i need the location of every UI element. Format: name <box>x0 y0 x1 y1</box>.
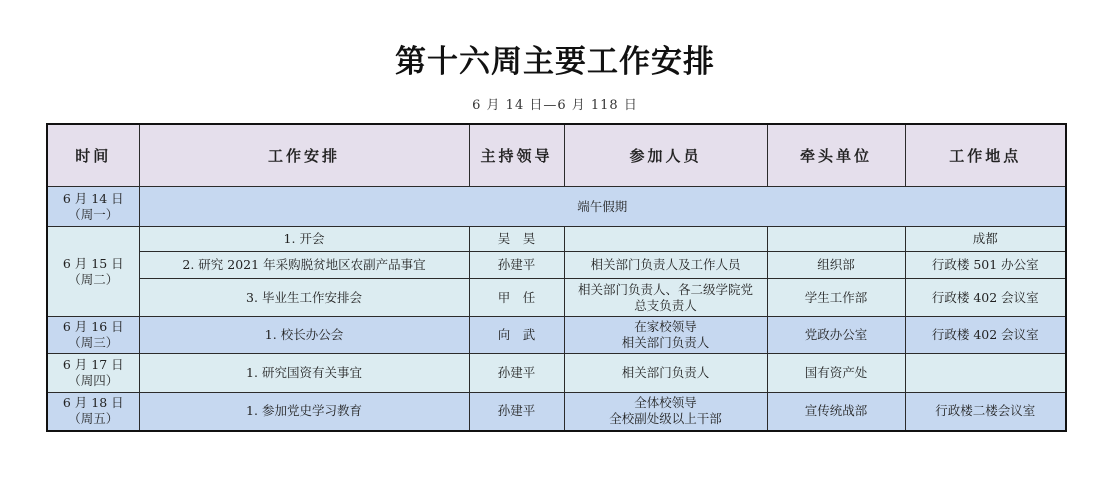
leader-cell: 孙建平 <box>469 252 564 279</box>
schedule-table <box>46 123 1067 432</box>
location-cell: 行政楼 501 办公室 <box>905 252 1066 279</box>
location-cell: 成都 <box>905 227 1066 252</box>
unit-cell: 宣传统战部 <box>767 393 905 431</box>
header-attendees: 参加人员 <box>564 124 767 187</box>
weekday-label: （周三） <box>68 335 119 350</box>
leader-cell: 甲 任 <box>469 279 564 317</box>
weekday-label: （周二） <box>68 271 119 287</box>
unit-cell: 组织部 <box>767 252 905 279</box>
date-cell <box>47 187 139 227</box>
attendees-cell <box>564 227 767 252</box>
unit-cell <box>767 227 905 252</box>
date-cell <box>47 393 139 431</box>
date-label: 6 月 17 日 <box>62 357 124 372</box>
attendees-line: 在家校领导 <box>634 319 697 334</box>
date-range: 6 月 14 日—6 月 118 日 <box>472 98 638 113</box>
date-cell <box>47 317 139 354</box>
date-cell <box>47 227 139 317</box>
location-cell: 行政楼 402 会议室 <box>905 317 1066 354</box>
attendees-cell <box>564 317 767 354</box>
attendees-cell <box>564 279 767 317</box>
table-row <box>47 354 1066 393</box>
weekday-label: （周一） <box>68 206 119 222</box>
header-location: 工作地点 <box>905 124 1066 187</box>
header-work: 工作安排 <box>139 124 469 187</box>
date-label: 6 月 18 日 <box>62 395 124 411</box>
attendees-line: 相关部门负责人 <box>621 335 710 350</box>
leader-cell: 吴 昊 <box>469 227 564 252</box>
date-cell <box>47 354 139 393</box>
unit-cell: 学生工作部 <box>767 279 905 317</box>
task-cell: 1. 开会 <box>139 227 469 252</box>
table-row <box>47 227 1066 252</box>
unit-cell: 党政办公室 <box>767 317 905 354</box>
leader-cell: 孙建平 <box>469 393 564 431</box>
attendees-line: 总支负责人 <box>634 297 697 313</box>
date-label: 6 月 15 日 <box>62 255 124 271</box>
location-cell: 行政楼二楼会议室 <box>905 393 1066 431</box>
attendees-cell <box>564 354 767 393</box>
header-unit: 牵头单位 <box>767 124 905 187</box>
location-cell <box>905 354 1066 393</box>
table-row <box>47 393 1066 431</box>
attendees-line: 全体校领导 <box>634 395 697 411</box>
attendees-line: 相关部门负责人及工作人员 <box>590 257 741 272</box>
date-label: 6 月 14 日 <box>62 190 124 206</box>
attendees-cell <box>564 252 767 279</box>
date-label: 6 月 16 日 <box>62 319 124 334</box>
table-row <box>47 187 1066 227</box>
weekday-label: （周五） <box>68 411 119 427</box>
leader-cell: 向 武 <box>469 317 564 354</box>
location-cell: 行政楼 402 会议室 <box>905 279 1066 317</box>
page-title: 第十六周主要工作安排 <box>395 44 715 80</box>
table-row <box>47 279 1066 317</box>
attendees-cell <box>564 393 767 431</box>
header-leader: 主持领导 <box>469 124 564 187</box>
unit-cell: 国有资产处 <box>767 354 905 393</box>
header-time: 时间 <box>47 124 139 187</box>
table-header-row <box>47 124 1066 187</box>
weekday-label: （周四） <box>68 373 119 388</box>
task-cell: 2. 研究 2021 年采购脱贫地区农副产品事宜 <box>139 252 469 279</box>
table-row <box>47 252 1066 279</box>
holiday-cell: 端午假期 <box>139 187 1066 227</box>
task-cell: 1. 研究国资有关事宜 <box>139 354 469 393</box>
task-cell: 1. 校长办公会 <box>139 317 469 354</box>
task-cell: 1. 参加党史学习教育 <box>139 393 469 431</box>
attendees-line: 相关部门负责人、各二级学院党 <box>577 281 753 297</box>
attendees-line: 相关部门负责人 <box>621 365 710 380</box>
attendees-line: 全校副处级以上干部 <box>609 411 722 427</box>
leader-cell: 孙建平 <box>469 354 564 393</box>
table-row <box>47 317 1066 354</box>
task-cell: 3. 毕业生工作安排会 <box>139 279 469 317</box>
